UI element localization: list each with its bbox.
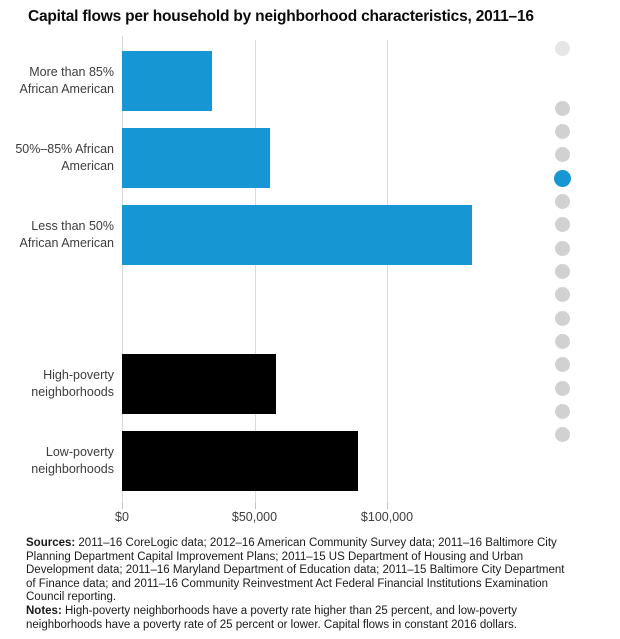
chart-footnotes <box>26 537 574 632</box>
decorative-dot <box>555 101 570 116</box>
bar-label-line: African American <box>19 82 114 96</box>
axis-tick <box>122 503 123 509</box>
bar-2 <box>122 128 270 188</box>
bar-label-4 <box>0 354 114 414</box>
notes-label: Notes: <box>26 604 62 617</box>
decorative-dot <box>555 241 570 256</box>
bar-label-line: neighborhoods <box>31 462 114 476</box>
methodology-note <box>26 605 574 632</box>
bar-label-line: 50%–85% African <box>15 142 114 157</box>
chart-title: Capital flows per household by neighborhood characteristics, 2011–16 <box>28 8 534 25</box>
bar-label-line: Low-poverty <box>45 445 114 460</box>
bar-1 <box>122 51 212 111</box>
x-tick-label: $100,000 <box>360 510 414 524</box>
x-tick-label: $0 <box>115 510 129 524</box>
sources-text: 2011–16 CoreLogic data; 2012–16 American Community Survey data; 2011–16 Baltimore City Planning Department Capital Improvement Plans; 2011–15 US Department of Housing and Urban Development data; 2011–16 Maryland Department of Education data; 2011–15 Baltimore City Department of Finance data; and 2011–16 Community Reinvestment Act Federal Financial Institutions Examination Council reporting. <box>26 537 565 604</box>
bar-label-line: Less than 50% <box>31 219 114 234</box>
decorative-dot-highlight <box>554 170 571 187</box>
bar-label-line: neighborhoods <box>31 385 114 399</box>
decorative-dot <box>555 334 570 349</box>
bar-4 <box>122 354 276 414</box>
decorative-dot <box>555 194 570 209</box>
bar-label-line: High-poverty <box>43 368 114 383</box>
decorative-dot-faint <box>555 41 570 56</box>
sources-label: Sources: <box>26 537 76 549</box>
decorative-dot <box>555 124 570 139</box>
axis-tick <box>387 503 388 509</box>
decorative-dot <box>555 287 570 302</box>
x-tick-label: $50,000 <box>231 510 278 524</box>
bar-label-line: American <box>61 159 114 173</box>
decorative-dot <box>555 427 570 442</box>
bar-label-line: African American <box>19 236 114 250</box>
bar-5 <box>122 431 358 491</box>
bar-label-3 <box>0 205 114 265</box>
notes-text: High-poverty neighborhoods have a poverty rate higher than 25 percent, and low-poverty neighborhoods have a poverty rate of 25 percent or lower. Capital flows in constant 2016 dollars. <box>26 604 517 631</box>
axis-tick <box>255 503 256 509</box>
decorative-dot <box>555 357 570 372</box>
decorative-dot <box>555 217 570 232</box>
bar-label-line: More than 85% <box>29 65 114 80</box>
decorative-dot <box>555 404 570 419</box>
decorative-dot <box>555 147 570 162</box>
decorative-dot <box>555 311 570 326</box>
grid-line <box>387 40 388 503</box>
bar-3 <box>122 205 472 265</box>
bar-label-1 <box>0 51 114 111</box>
bar-label-5 <box>0 431 114 491</box>
decorative-dot <box>555 381 570 396</box>
bar-label-2 <box>0 128 114 188</box>
decorative-dot <box>555 264 570 279</box>
sources-note <box>26 537 574 605</box>
